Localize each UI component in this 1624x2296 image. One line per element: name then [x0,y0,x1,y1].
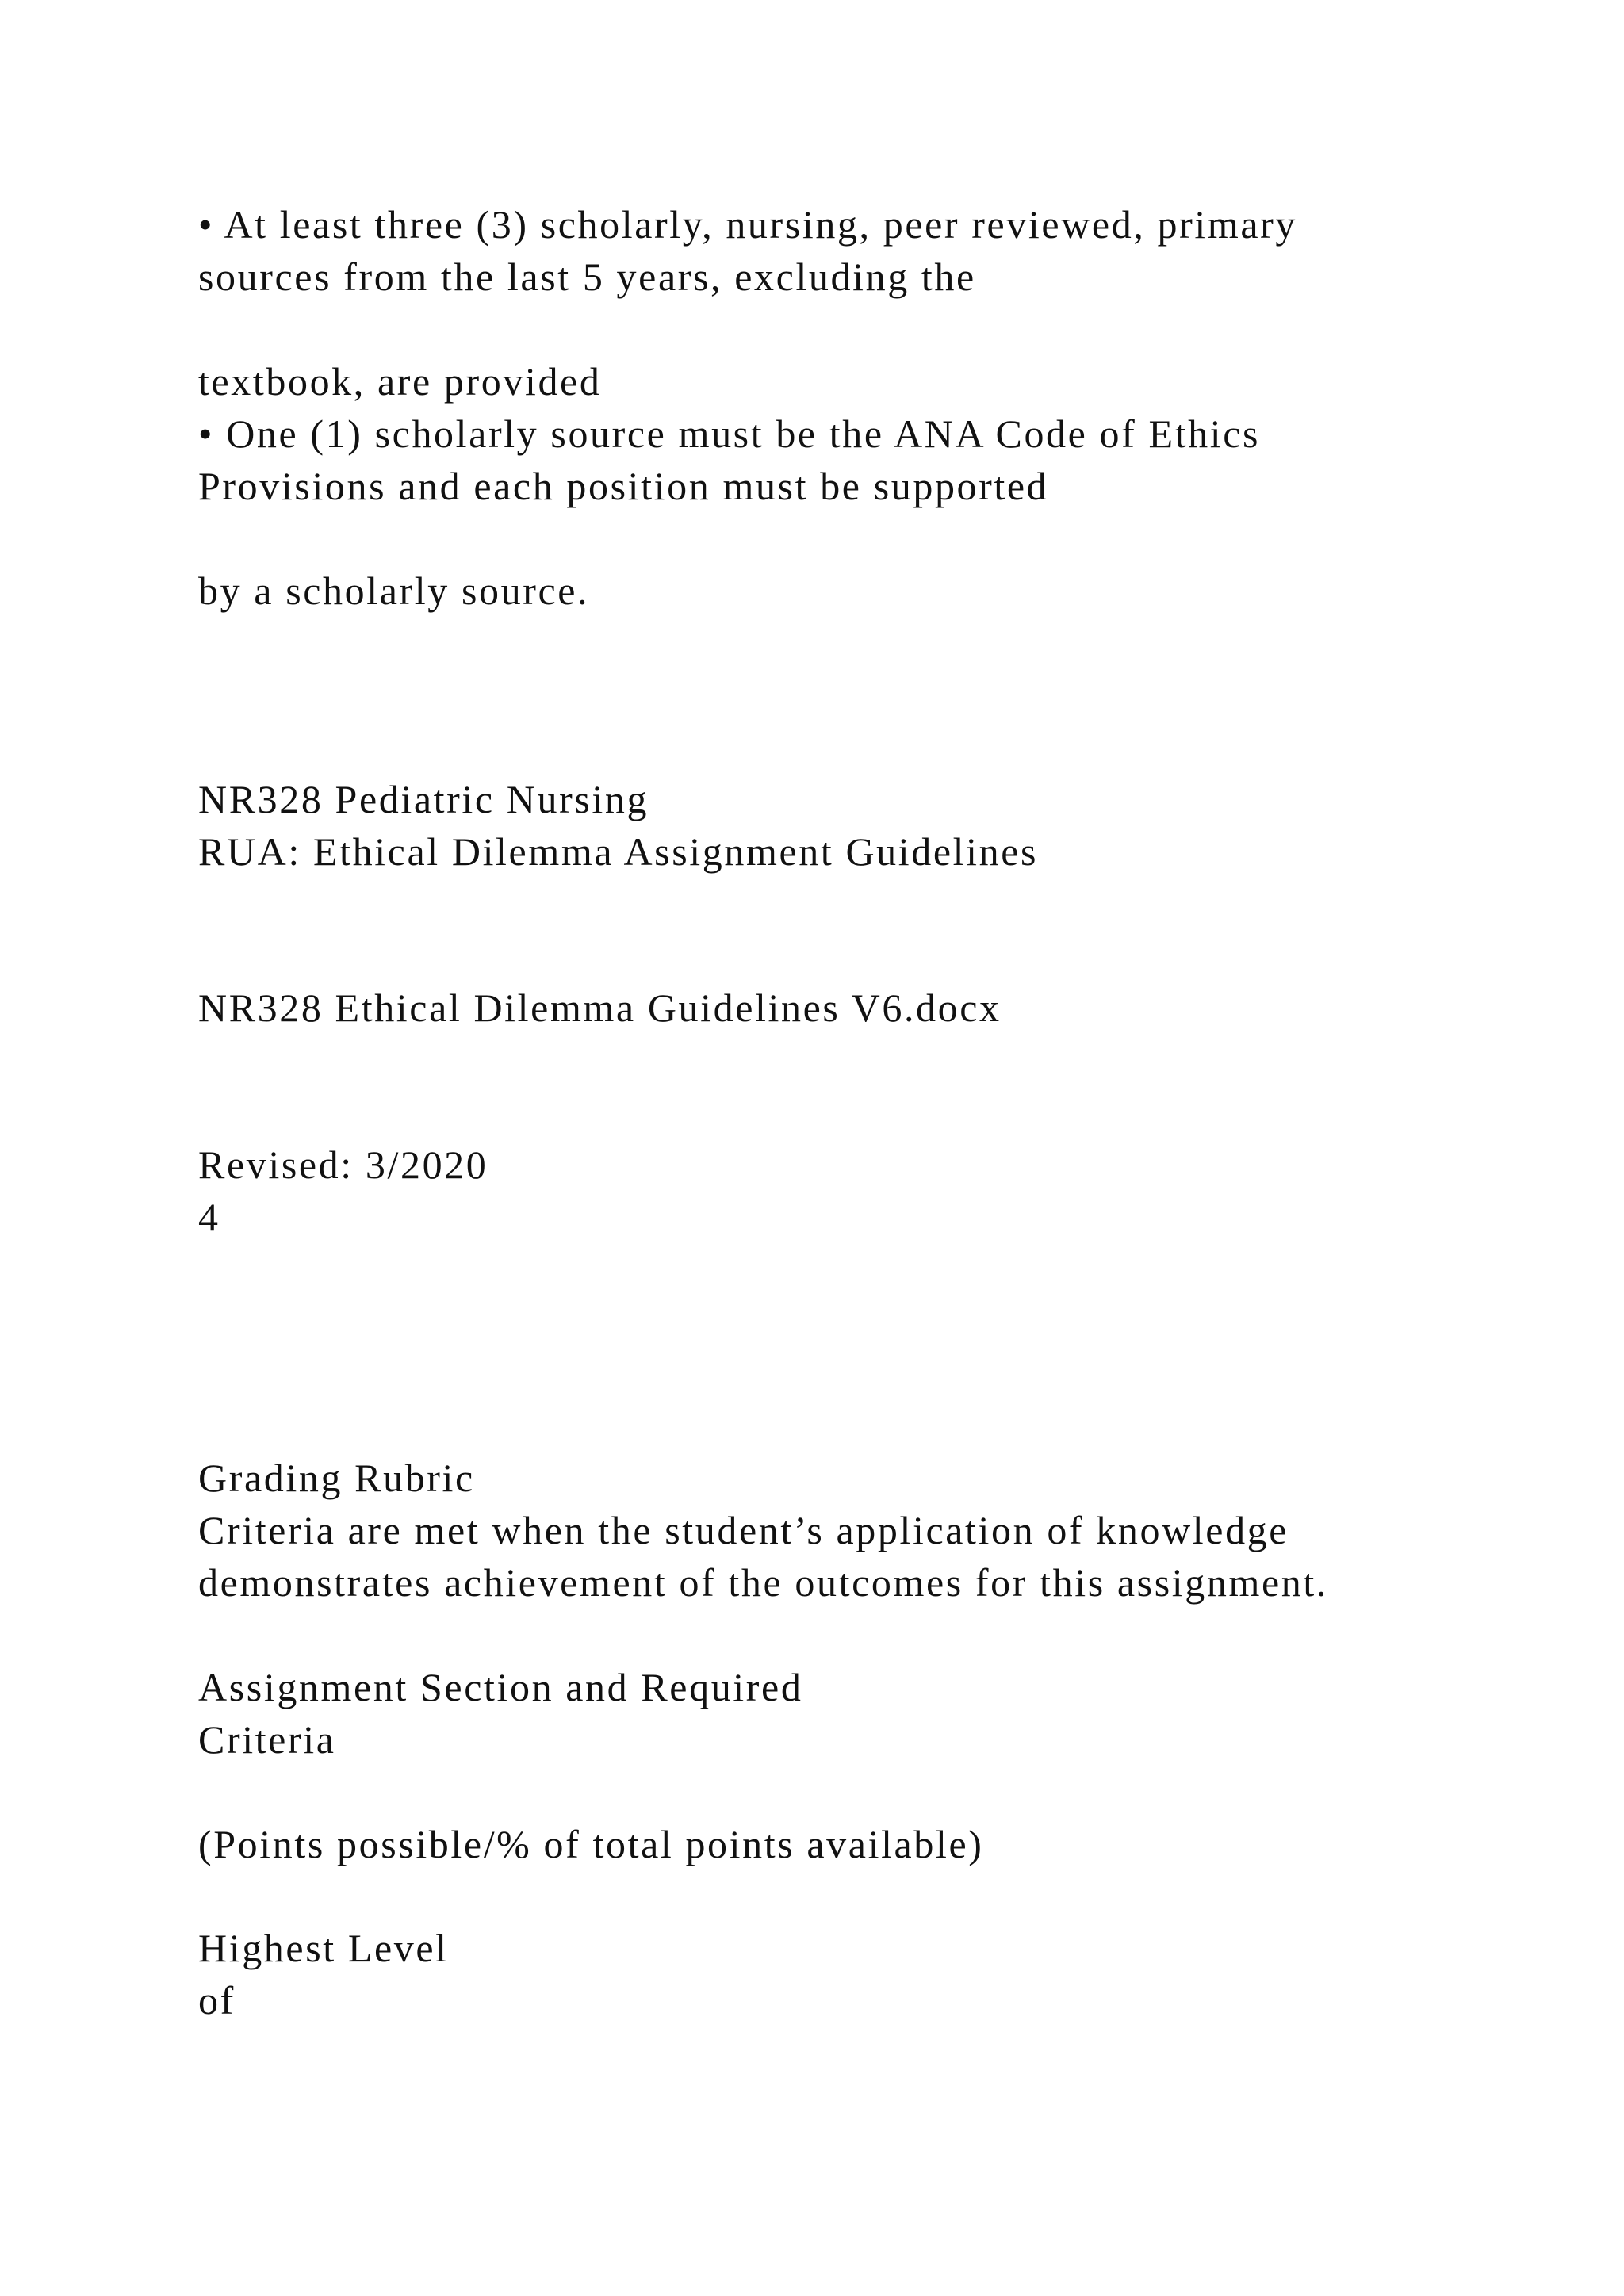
bullet-sources-line-3: textbook, are provided [198,359,602,404]
revised-date: Revised: 3/2020 [198,1142,488,1187]
section-header-line-2: Criteria [198,1717,336,1762]
bullet-ana-line-1: • One (1) scholarly source must be the ANA Code of Ethics [198,411,1261,456]
level-header-line-2: of [198,1978,236,2022]
bullet-sources-line-2: sources from the last 5 years, excluding the [198,254,976,299]
page-number: 4 [198,1195,220,1239]
course-title: NR328 Pediatric Nursing [198,777,649,821]
section-header-line-1: Assignment Section and Required [198,1665,803,1709]
rubric-intro-line-2: demonstrates achievement of the outcomes for this assignment. [198,1560,1328,1605]
bullet-ana-line-2: Provisions and each position must be supported [198,464,1049,508]
bullet-ana-line-3: by a scholarly source. [198,568,590,613]
rubric-title: Grading Rubric [198,1456,475,1500]
bullet-sources-line-1: • At least three (3) scholarly, nursing, peer reviewed, primary [198,202,1297,247]
assignment-subtitle: RUA: Ethical Dilemma Assignment Guidelines [198,829,1039,874]
rubric-intro-line-1: Criteria are met when the student’s application of knowledge [198,1508,1289,1552]
file-name: NR328 Ethical Dilemma Guidelines V6.docx [198,985,1002,1030]
points-note: (Points possible/% of total points available) [198,1822,984,1866]
level-header-line-1: Highest Level [198,1926,449,1970]
